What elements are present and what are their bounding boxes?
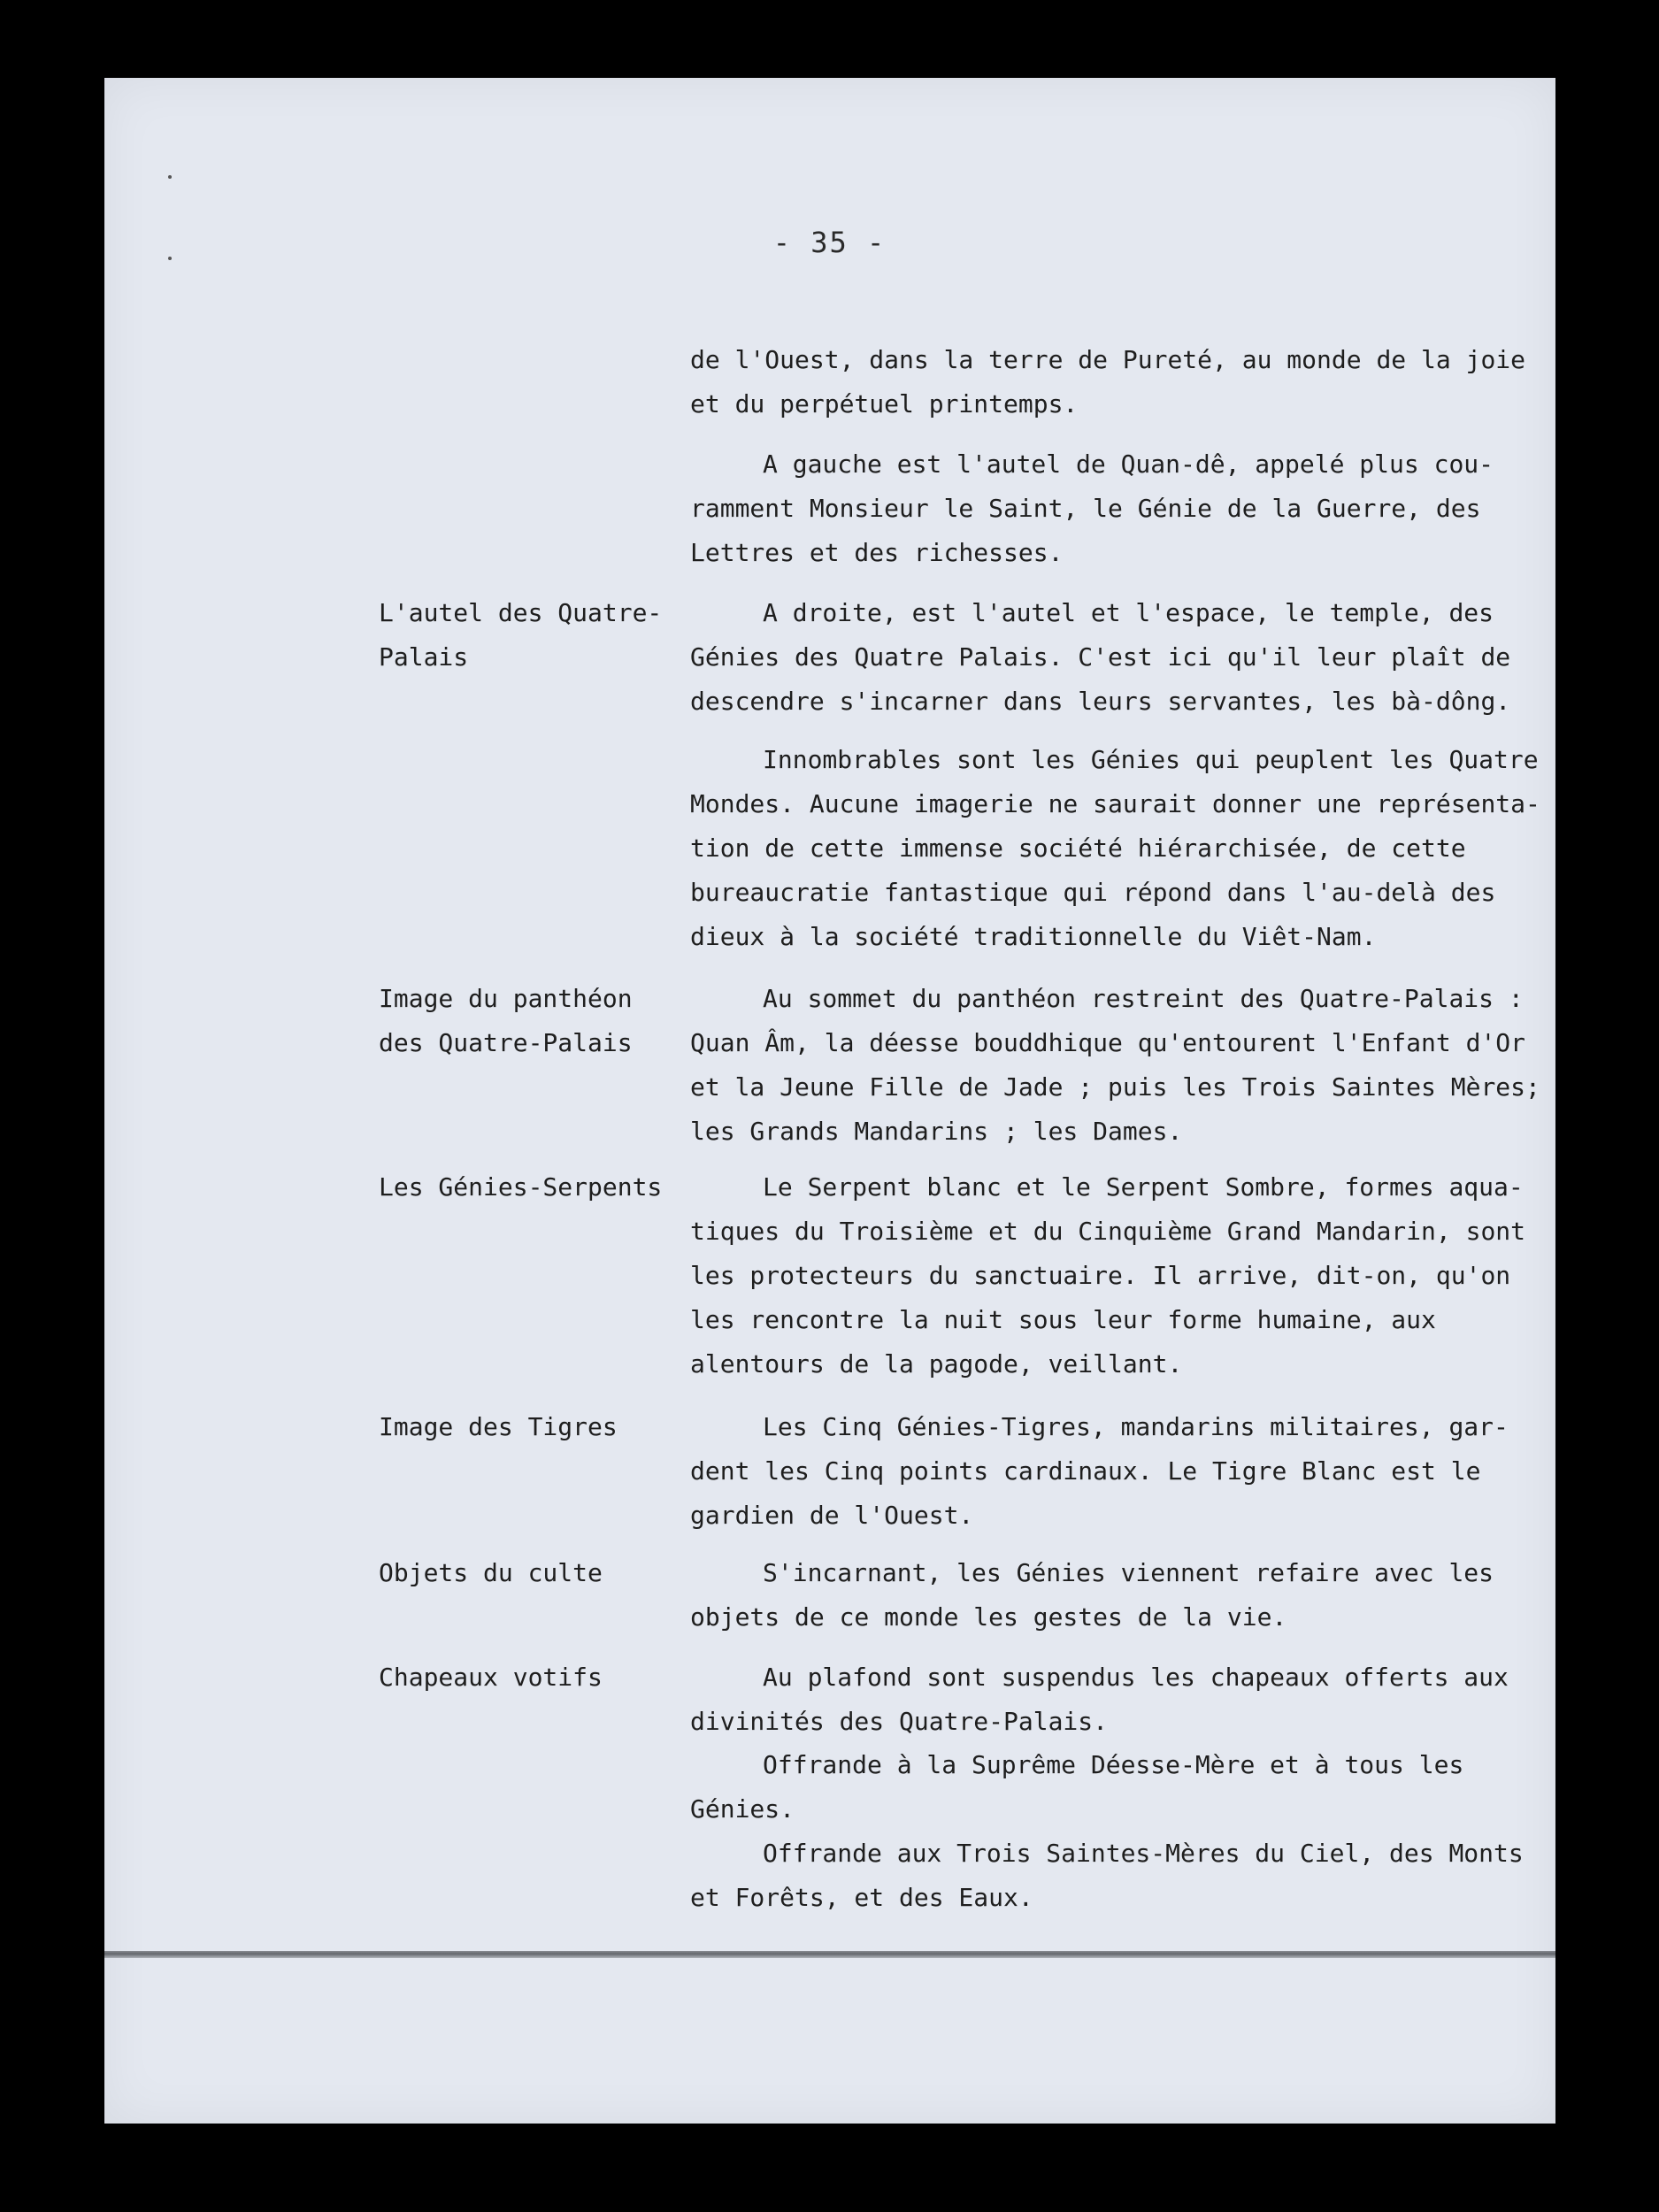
paragraph-quan-de: [690, 442, 1522, 575]
margin-note-pantheon: [379, 977, 680, 1065]
text-line: Lettres et des richesses.: [690, 538, 1064, 567]
text-line: objets de ce monde les gestes de la vie.: [690, 1602, 1287, 1632]
text-line: Génies.: [690, 1794, 795, 1824]
text-line: descendre s'incarner dans leurs servantes, les bà-dông.: [690, 687, 1511, 716]
text-line: et Forêts, et des Eaux.: [690, 1883, 1033, 1912]
margin-note-chapeaux: [379, 1655, 680, 1700]
text-line: dent les Cinq points cardinaux. Le Tigre Blanc est le: [690, 1456, 1481, 1486]
fold-line: [104, 1951, 1555, 1958]
margin-mark: [168, 175, 172, 179]
text-line: A gauche est l'autel de Quan-dê, appelé plus cou-: [763, 449, 1494, 479]
paragraph-serpents: [690, 1165, 1526, 1386]
text-line: Innombrables sont les Génies qui peuplent les Quatre: [763, 745, 1539, 774]
text-line: A droite, est l'autel et l'espace, le temple, des: [763, 598, 1494, 627]
text-line: et du perpétuel printemps.: [690, 389, 1079, 419]
text-line: tion de cette immense société hiérarchisée, de cette: [690, 833, 1466, 863]
text-line: Au plafond sont suspendus les chapeaux offerts aux: [763, 1663, 1509, 1692]
margin-note-culte: [379, 1551, 680, 1595]
paragraph-tigres: [690, 1405, 1522, 1538]
text-line: Mondes. Aucune imagerie ne saurait donner une représenta-: [690, 789, 1540, 818]
margin-note-line: Palais: [379, 642, 469, 672]
text-line: et la Jeune Fille de Jade ; puis les Trois Saintes Mères;: [690, 1072, 1540, 1102]
text-line: S'incarnant, les Génies viennent refaire avec les: [763, 1558, 1494, 1587]
margin-note-autel: [379, 591, 680, 680]
paragraph-culte: [690, 1551, 1522, 1640]
margin-note-tigres: [379, 1405, 680, 1449]
paragraph-pantheon: [690, 977, 1540, 1154]
text-line: divinités des Quatre-Palais.: [690, 1707, 1109, 1736]
text-line: Quan Âm, la déesse bouddhique qu'entourent l'Enfant d'Or: [690, 1028, 1526, 1057]
margin-note-line: Image du panthéon: [379, 984, 633, 1013]
paragraph-chapeaux: [690, 1655, 1522, 1744]
paragraph-innombrables: [690, 738, 1540, 959]
paragraph-autel-droite: [690, 591, 1522, 724]
margin-note-line: Chapeaux votifs: [379, 1663, 603, 1692]
text-line: alentours de la pagode, veillant.: [690, 1349, 1183, 1379]
margin-note-line: des Quatre-Palais: [379, 1028, 633, 1057]
text-line: Offrande à la Suprême Déesse-Mère et à tous les: [763, 1750, 1464, 1779]
text-line: Les Cinq Génies-Tigres, mandarins militaires, gar-: [763, 1412, 1509, 1441]
margin-note-line: L'autel des Quatre-: [379, 598, 663, 627]
text-line: les Grands Mandarins ; les Dames.: [690, 1117, 1183, 1146]
text-line: Offrande aux Trois Saintes-Mères du Ciel, des Monts: [763, 1839, 1524, 1868]
text-line: tiques du Troisième et du Cinquième Grand Mandarin, sont: [690, 1217, 1526, 1246]
text-line: dieux à la société traditionnelle du Viêt-Nam.: [690, 922, 1377, 951]
margin-note-line: Les Génies-Serpents: [379, 1172, 663, 1202]
paragraph-ouest: [690, 338, 1526, 426]
text-line: Génies des Quatre Palais. C'est ici qu'il leur plaît de: [690, 642, 1511, 672]
text-line: les rencontre la nuit sous leur forme humaine, aux: [690, 1305, 1436, 1334]
paragraph-offrande-deesse: [690, 1743, 1522, 1832]
text-line: de l'Ouest, dans la terre de Pureté, au monde de la joie: [690, 345, 1526, 374]
text-line: gardien de l'Ouest.: [690, 1501, 974, 1530]
margin-note-line: Image des Tigres: [379, 1412, 618, 1441]
text-line: Au sommet du panthéon restreint des Quatre-Palais :: [763, 984, 1524, 1013]
margin-note-serpents: [379, 1165, 680, 1210]
margin-note-line: Objets du culte: [379, 1558, 603, 1587]
text-line: Le Serpent blanc et le Serpent Sombre, formes aqua-: [763, 1172, 1524, 1202]
page-number: - 35 -: [772, 226, 887, 259]
text-line: bureaucratie fantastique qui répond dans l'au-delà des: [690, 878, 1496, 907]
paragraph-offrande-meres: [690, 1832, 1522, 1920]
text-line: ramment Monsieur le Saint, le Génie de la Guerre, des: [690, 494, 1481, 523]
text-line: les protecteurs du sanctuaire. Il arrive, dit-on, qu'on: [690, 1261, 1511, 1290]
